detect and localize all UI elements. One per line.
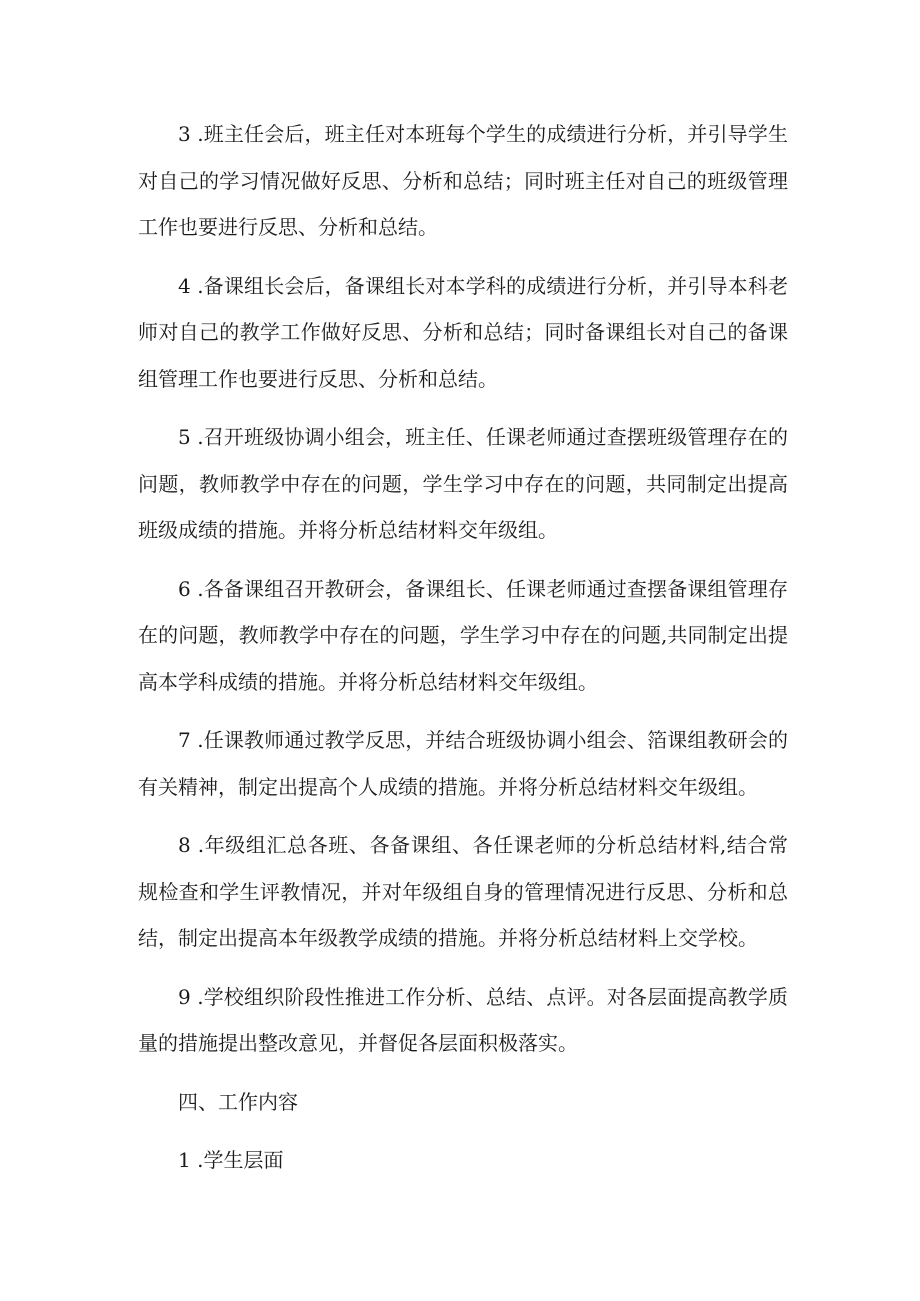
paragraph-item-6: 6 .各备课组召开教研会，备课组长、任课老师通过查摆备课组管理存在的问题，教师教学中存在的问题，学生学习中存在的问题,共同制定出提高本学科成绩的措施。并将分析总结材料交年级组。 bbox=[138, 576, 788, 694]
document-body bbox=[138, 111, 788, 1196]
paragraph-item-9: 9 .学校组织阶段性推进工作分析、总结、点评。对各层面提高教学质量的措施提出整改意见，并督促各层面积极落实。 bbox=[138, 984, 788, 1055]
paragraph-item-5: 5 .召开班级协调小组会，班主任、任课老师通过查摆班级管理存在的问题，教师教学中存在的问题，学生学习中存在的问题，共同制定出提高班级成绩的措施。并将分析总结材料交年级组。 bbox=[138, 425, 788, 542]
sub-heading: 1 .学生层面 bbox=[178, 1148, 284, 1172]
paragraph-item-4: 4 .备课组长会后，备课组长对本学科的成绩进行分析，并引导本科老师对自己的教学工作做好反思、分析和总结；同时备课组长对自己的备课组管理工作也要进行反思、分析和总结。 bbox=[138, 273, 788, 391]
section-heading: 四、工作内容 bbox=[178, 1089, 298, 1114]
paragraph-item-3: 3 .班主任会后，班主任对本班每个学生的成绩进行分析，并引导学生对自己的学习情况做好反思、分析和总结；同时班主任对自己的班级管理工作也要进行反思、分析和总结。 bbox=[138, 122, 788, 239]
paragraph-item-7: 7 .任课教师通过教学反思，并结合班级协调小组会、箔课组教研会的有关精神，制定出提高个人成绩的措施。并将分析总结材料交年级组。 bbox=[138, 728, 788, 799]
paragraph-item-8: 8 .年级组汇总各班、各备课组、各任课老师的分析总结材料,结合常规检查和学生评教情况，并对年级组自身的管理情况进行反思、分析和总结，制定出提高本年级教学成绩的措施。并将分析总结材料上交学校。 bbox=[138, 833, 788, 950]
